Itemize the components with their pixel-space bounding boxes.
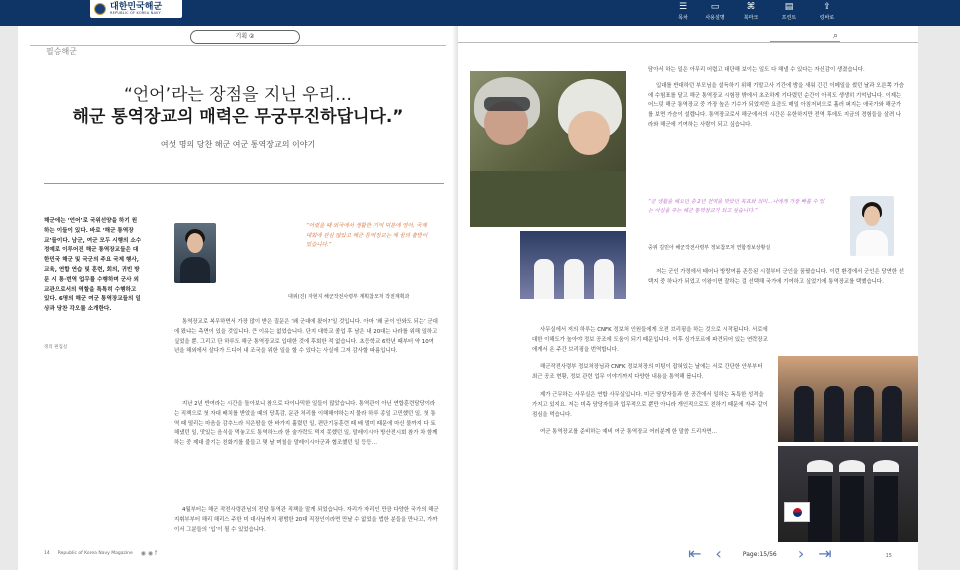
body-paragraph: 저는 군인 가정에서 태어나 방랑여름 존등된 시절부터 군인을 꿈꿨습니다. 이런 환경에서 군인은 당연한 선택지 중 하나가 되었고 이왕이면 잘하는 걸 선택해 국가에 기여하고 싶었기에 통역장교를 택했습니다. [648,269,904,285]
byline: 정리 편집실 [44,345,68,350]
officers-group-photo [778,356,918,442]
navy-logo[interactable] [90,0,182,18]
toolbar-share-button[interactable]: ⇪ 링바로 [812,2,842,21]
title-line-2: 해군 통역장교의 매력은 무궁무진하답니다.” [72,107,404,127]
page-number-right: 15 [885,553,892,559]
section-label: 필승해군 [46,47,77,56]
social-icons: ◉ ◉ f [140,550,158,557]
article-tag: 기획 ② [190,30,300,44]
officer-portrait-1 [174,223,216,283]
toolbar-print-button[interactable]: ▤ 프린트 [774,2,804,21]
subtitle: 여섯 명의 당찬 해군 여군 통역장교의 이야기 [160,140,316,149]
pull-quote-1: “어렸을 때 외국에서 생활한 기억 덕분에 영어, 국제 대회에 관심 많았고 해군 통역장교는 제 꿈의 출발이었습니다.” [306,223,428,248]
lead-paragraph: 해군에는 ‘언어’로 국위선양을 하기 원하는 이들이 있다. 바로 ‘해군 통역장교’들이다. 남군, 여군 모두 시행의 소수정예로 이루어진 해군 통역장교들은 대한민국 해군 및 국군의 주요 국제 행사, 교육, 연합 연습 및 훈련, 회의, 귀빈 방문 시 통·번역 업무를 수행하며 군사 외교관으로서의 역할을 톡톡히 수행하고 있다. 6명의 해군 여군 통역장교들의 일상과 당찬 각오를 소개한다. [44,218,142,313]
tag-rule-right [458,42,918,43]
logo-korean: 대한민국해군 [110,1,163,12]
bookmark-icon: ⌘ [746,2,756,12]
page-number-left: 14 [44,551,50,556]
toolbar-help-button[interactable]: ▭ 사용설명 [700,2,730,21]
body-paragraph: 사무실에서 저의 하루는 CNFK 정보처 인원들에게 오전 브리핑을 하는 것으로 시작됩니다. 서로에 대한 이해도가 높아야 정보 공조에 도움이 되기 때문입니다. 이후 싱가포르에 파견되어 있는 연락장교에게서 온 주간 브리핑을 번역합니다. [532,327,768,353]
divider [44,183,444,184]
search-box[interactable] [770,30,840,42]
page-indicator: Page:15/56 [742,550,777,558]
portrait-caption-2: 중위 김민아 해군작전사령부 정보참모처 연합정보상황실 [648,245,771,251]
help-icon: ▭ [710,2,720,12]
footer-text: Republic of Korea Navy Magazine [57,551,133,556]
next-page-icon[interactable]: › [797,544,805,563]
navy-emblem-icon [94,3,106,15]
title-line-1: “언어’라는 장점을 지닌 우리… [123,85,353,105]
body-paragraph: 담아서 하는 일은 아무리 어렵고 대단해 보이는 일도 다 해낼 수 있다는 자신감이 생겼습니다. [648,67,865,73]
left-footer [44,550,157,557]
page-navigation [688,542,848,566]
ceremony-photo [520,231,626,299]
pull-quote-2: “군 생활을 해오던 중 2년 전역을 맞았던 목표와 의미…나에게 가장 빠를 수 있는 사실을 주는 해군 통역장교가 되고 싶습니다.” [648,199,825,215]
pilots-photo [470,71,626,227]
print-icon: ▤ [784,2,794,12]
body-paragraph: 해군작전사령부 정보처장님과 CNFK 정보처장의 미팅이 잡혀있는 날에는 서로 간단한 안부부터 최근 공조 현황, 정보 관련 업무 이야기까지 다양한 내용을 통역해 봅니다. [532,364,763,381]
tag-rule [30,45,446,46]
prev-page-icon[interactable]: ‹ [715,544,722,563]
right-column-top [648,66,904,131]
first-page-icon[interactable]: ⇤ [688,544,702,563]
body-paragraph: 제가 근무하는 사무실은 연합 사무실입니다. 미군 담당자들과 한 공간에서 일하는 독특한 성격을 가지고 있지요. 저는 미측 담당자들과 업무적으로 뿐만 아니라 개인적으로도 친하기 때문에 자주 같이 점심을 먹습니다. [532,391,768,418]
toolbar-bookmark-button[interactable]: ⌘ 북마크 [736,2,766,21]
toolbar-contents-button[interactable]: ☰ 목차 [668,2,698,21]
right-column-bottom [532,326,768,446]
body-paragraph: 여군 통역장교를 준비하는 예비 여군 통역장교 여러분께 한 말씀 드리자면… [540,429,718,436]
logo-english: REPUBLIC OF KOREA NAVY [110,10,161,15]
body-paragraph: 지난 2년 반여라는 시간을 돌아보니 참으로 다이나믹한 일들이 많았습니다. 통역관이 아닌 연합훈련담당이라는 직책으로 첫 자대 배치를 받았을 때의 당혹감, 문관 처리를 이해해야하는지 물라 하루 종일 고민했던 일, 첫 통역 때 떨리는 마음을 감추느라 식은땀을 한 바가지 흘렸던 일, 편단기동훈련 때 배 멀미 때문에 마신 물까지 다 토해냈던 일, 맛있는 음식을 먹놓고도 통역하느라 한 술가락도 먹지 못했던 일, 말레이시아 방산전시회 참가 차 함께하는 중 제대 즐기는 친화기를 불들고 몇 날 며칠을 말레이시아군과 협조했던 일 등등… [174,401,438,447]
last-page-icon[interactable]: ⇥ [818,544,832,563]
search-icon[interactable]: ⌕ [832,31,838,41]
officers-flag-photo [778,446,918,542]
officer-portrait-2 [850,196,894,256]
body-paragraph: 4월부터는 해군 작전사령관님의 전담 통역관 직책을 맡게 되었습니다. 자리가 자리인 만큼 다양한 국가의 해군 지휘부부터 해리 해리스 주한 미 대사님까지 평범한 20대 직장인이라면 만날 수 없었을 법한 분들을 만나고, 가까이서 그분들의 ‘입’이 될 수 있었습니다. [174,507,439,533]
portrait-caption-1: 대위(진) 자현지 해군작전사령부 계획참모처 작전계획과 [288,294,410,300]
body-paragraph: 통역장교로 복무하면서 가장 많이 받은 질문은 ‘왜 군대에 왔어?’일 것입니다. 아마 ‘왜 굳이 안와도 되는’ 군대에 왔냐는 측면이 있을 것입니다. 큰 이유는 없었습니다. 단지 대학교 졸업 후 남은 내 20대는 나라를 위해 일하고 싶었을 뿐. 그리고 단 하루도 해군 통역장교로 입대한 것에 후회한 적 없습니다. 초등학교 6학년 때부터 약 10여 년을 해외에서 살다가 드디어 내 조국을 위한 일을 할 수 있다는 사실에 그저 감사할 따름입니다. [174,319,438,355]
list-icon: ☰ [678,2,688,12]
share-icon: ⇪ [823,2,831,12]
top-bar [0,0,960,26]
body-paragraph: 입대를 반대하던 부모님을 설득하기 위해 기말고사 기간에 밤을 새워 긴긴 이메일을 썼던 날과 오른쪽 가슴에 수험표를 달고 해군 통역장교 시험장 밖에서 초조하게 기다렸던 순간이 아직도 생생히 기억납니다. 이제는 어느덧 해군 통역장교 중 가장 높은 기수가 되었지만 요즘도 매일 아침저녁으로 흘러 퍼지는 애국가와 해군가를 보면 가슴이 설렙니다. 통역장교로서 해군에서의 시간은 유한하지만 전역 후에도 지금의 경험들을 살려 나라와 해군에 기여하는 사람이 되고 싶습니다. [648,82,904,128]
left-page[interactable] [18,26,458,570]
right-page[interactable] [458,26,918,570]
